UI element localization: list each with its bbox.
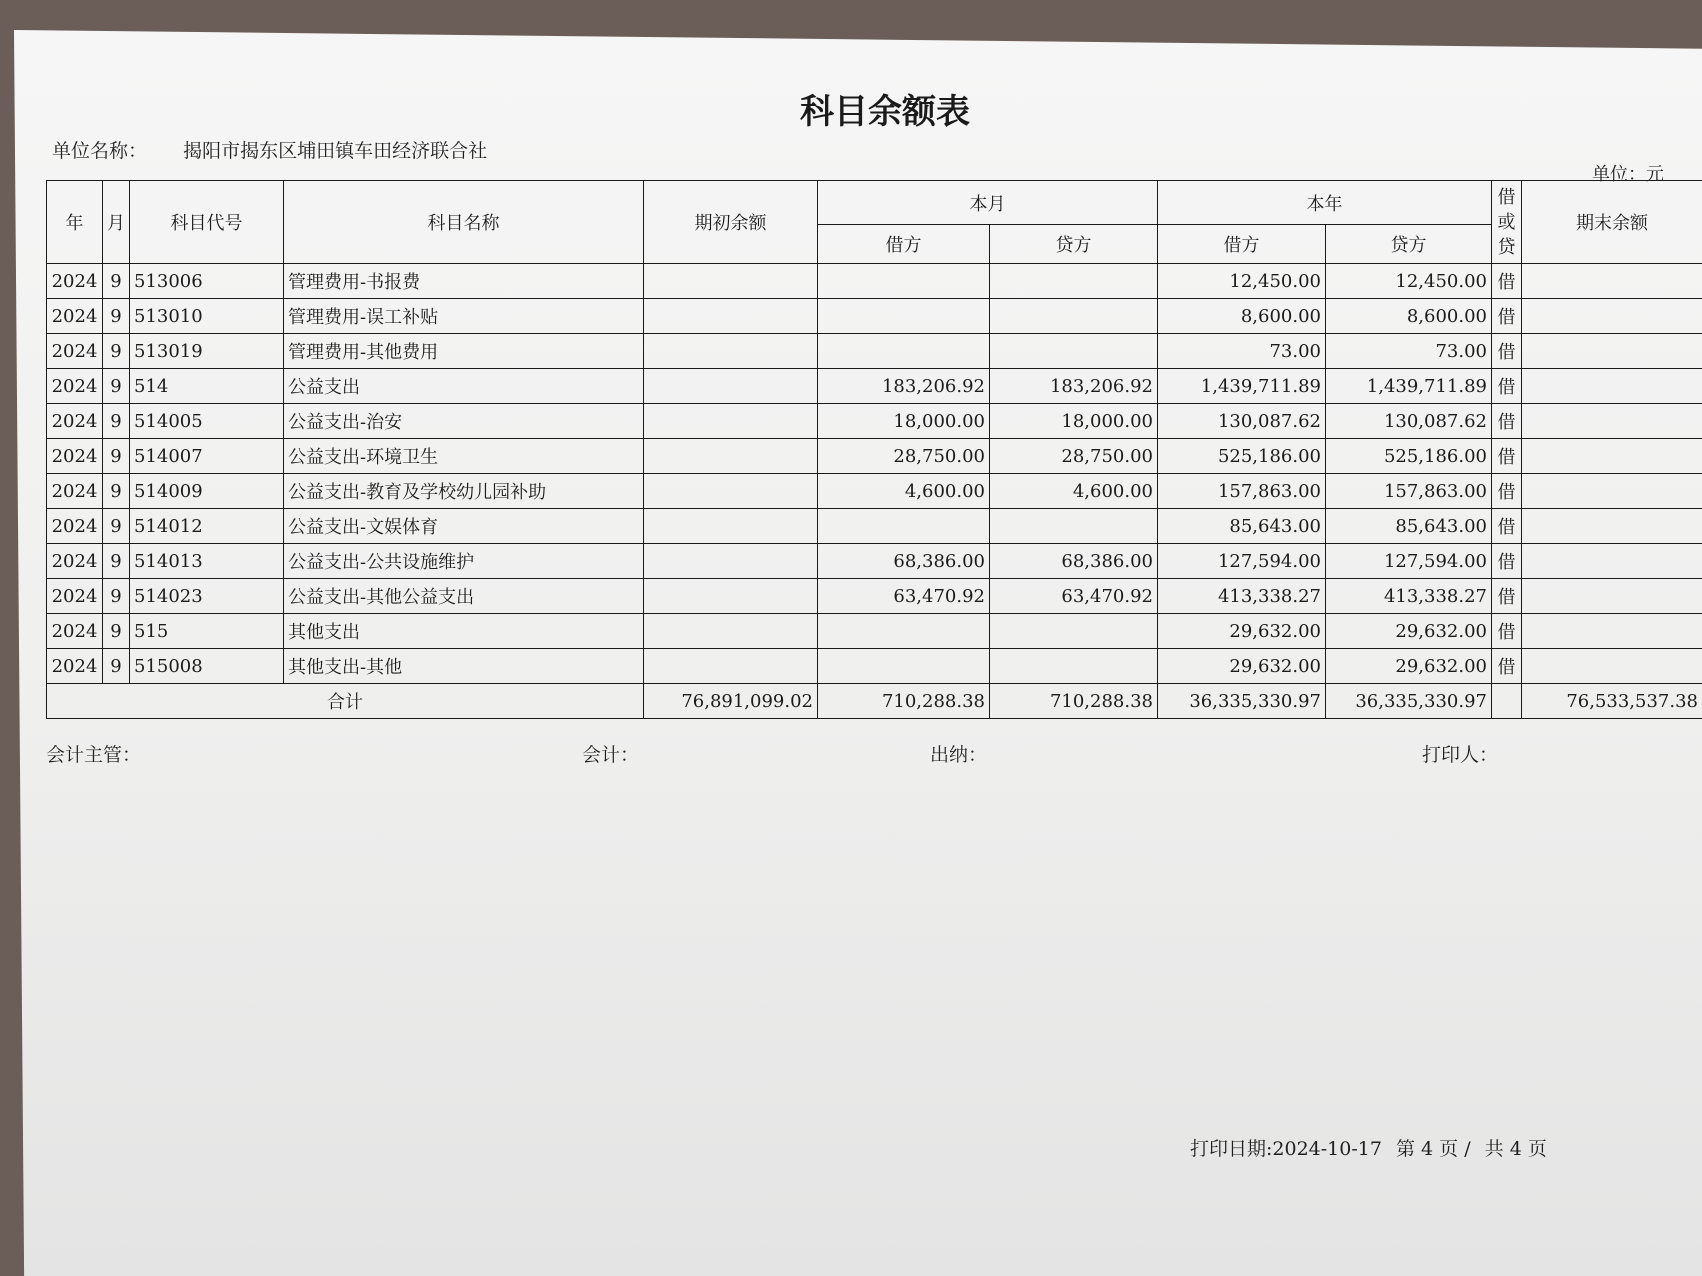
cell-month-debit xyxy=(818,264,990,299)
cell-month: 9 xyxy=(103,509,130,544)
cell-name: 公益支出 xyxy=(284,369,644,404)
cell-year-credit: 157,863.00 xyxy=(1326,474,1492,509)
cell-month: 9 xyxy=(103,614,130,649)
cell-year: 2024 xyxy=(47,649,103,684)
cell-year-debit: 29,632.00 xyxy=(1158,614,1326,649)
header-this-month: 本月 xyxy=(818,181,1158,225)
header-year: 年 xyxy=(47,181,103,264)
header-direction-1: 借 xyxy=(1497,186,1516,208)
header-code: 科目代号 xyxy=(130,181,284,264)
total-year-credit: 36,335,330.97 xyxy=(1326,684,1492,719)
cell-year-credit: 29,632.00 xyxy=(1326,614,1492,649)
cell-year: 2024 xyxy=(47,474,103,509)
cell-direction: 借 xyxy=(1492,369,1522,404)
cell-direction: 借 xyxy=(1492,544,1522,579)
cell-direction: 借 xyxy=(1492,509,1522,544)
header-month: 月 xyxy=(103,181,130,264)
cell-closing xyxy=(1522,264,1702,299)
cell-month-debit xyxy=(818,509,990,544)
unit-name-line xyxy=(52,136,487,163)
cell-month: 9 xyxy=(103,544,130,579)
cell-name: 管理费用-书报费 xyxy=(284,264,644,299)
cell-year-debit: 413,338.27 xyxy=(1158,579,1326,614)
cell-closing xyxy=(1522,404,1702,439)
cell-year-credit: 525,186.00 xyxy=(1326,439,1492,474)
cell-month-credit: 4,600.00 xyxy=(990,474,1158,509)
cell-closing xyxy=(1522,509,1702,544)
table-row xyxy=(47,649,1702,684)
table-row xyxy=(47,579,1702,614)
cell-opening xyxy=(644,299,818,334)
table-row xyxy=(47,474,1702,509)
cell-year-debit: 130,087.62 xyxy=(1158,404,1326,439)
cell-code: 514 xyxy=(130,369,284,404)
cell-month-credit xyxy=(990,264,1158,299)
cell-year-debit: 127,594.00 xyxy=(1158,544,1326,579)
cell-month-credit xyxy=(990,334,1158,369)
cell-year-credit: 29,632.00 xyxy=(1326,649,1492,684)
table-row xyxy=(47,439,1702,474)
cell-code: 513010 xyxy=(130,299,284,334)
unit-name-label: 单位名称： xyxy=(52,140,148,162)
unit-name-value: 揭阳市揭东区埔田镇车田经济联合社 xyxy=(183,140,488,162)
cell-year-debit: 1,439,711.89 xyxy=(1158,369,1326,404)
cell-year: 2024 xyxy=(47,439,103,474)
cell-code: 514013 xyxy=(130,544,284,579)
table-row xyxy=(47,369,1702,404)
cell-month: 9 xyxy=(103,579,130,614)
cell-year-credit: 8,600.00 xyxy=(1326,299,1492,334)
cell-opening xyxy=(644,404,818,439)
cell-month-credit xyxy=(990,299,1158,334)
cell-closing xyxy=(1522,474,1702,509)
cell-month-debit: 183,206.92 xyxy=(818,369,990,404)
cell-direction: 借 xyxy=(1492,264,1522,299)
cell-closing xyxy=(1522,579,1702,614)
cell-opening xyxy=(644,649,818,684)
cell-closing xyxy=(1522,369,1702,404)
header-year-debit: 借方 xyxy=(1158,225,1326,264)
cell-month: 9 xyxy=(103,439,130,474)
page-title: 科目余额表 xyxy=(800,92,970,132)
header-opening: 期初余额 xyxy=(644,181,818,264)
cell-code: 514012 xyxy=(130,509,284,544)
cell-month-credit: 28,750.00 xyxy=(990,439,1158,474)
cell-name: 公益支出-教育及学校幼儿园补助 xyxy=(284,474,644,509)
cell-year-credit: 73.00 xyxy=(1326,334,1492,369)
cell-month-debit xyxy=(818,649,990,684)
table-row xyxy=(47,299,1702,334)
cell-name: 公益支出-治安 xyxy=(284,404,644,439)
cell-year-debit: 73.00 xyxy=(1158,334,1326,369)
print-info xyxy=(1190,1134,1555,1161)
cell-name: 公益支出-公共设施维护 xyxy=(284,544,644,579)
cell-closing xyxy=(1522,544,1702,579)
cell-closing xyxy=(1522,614,1702,649)
cell-year-credit: 12,450.00 xyxy=(1326,264,1492,299)
header-month-credit: 贷方 xyxy=(990,225,1158,264)
cell-year: 2024 xyxy=(47,334,103,369)
table-row xyxy=(47,334,1702,369)
cell-code: 513006 xyxy=(130,264,284,299)
cell-month: 9 xyxy=(103,369,130,404)
total-opening: 76,891,099.02 xyxy=(644,684,818,719)
cell-month: 9 xyxy=(103,404,130,439)
cashier-label: 出纳： xyxy=(930,744,988,766)
cell-month-credit xyxy=(990,509,1158,544)
cell-month-debit xyxy=(818,614,990,649)
cell-month-credit xyxy=(990,614,1158,649)
table-row xyxy=(47,544,1702,579)
cell-year: 2024 xyxy=(47,579,103,614)
cell-year-credit: 127,594.00 xyxy=(1326,544,1492,579)
supervisor-label: 会计主管： xyxy=(46,744,142,766)
cell-code: 515008 xyxy=(130,649,284,684)
total-closing: 76,533,537.38 xyxy=(1522,684,1702,719)
table-row xyxy=(47,404,1702,439)
cell-code: 514023 xyxy=(130,579,284,614)
cell-code: 513019 xyxy=(130,334,284,369)
header-direction xyxy=(1492,181,1522,264)
cell-year: 2024 xyxy=(47,264,103,299)
cell-direction: 借 xyxy=(1492,404,1522,439)
cell-name: 管理费用-误工补贴 xyxy=(284,299,644,334)
printer-label: 打印人： xyxy=(1422,744,1499,766)
currency-unit: 单位：元 xyxy=(1592,164,1664,185)
cell-name: 公益支出-其他公益支出 xyxy=(284,579,644,614)
total-label: 合计 xyxy=(47,684,644,719)
total-month-debit: 710,288.38 xyxy=(818,684,990,719)
cell-direction: 借 xyxy=(1492,299,1522,334)
cell-month-credit: 18,000.00 xyxy=(990,404,1158,439)
header-direction-2: 或 xyxy=(1497,211,1516,233)
total-row xyxy=(47,684,1702,719)
accountant-label: 会计： xyxy=(582,744,640,766)
cell-year-credit: 85,643.00 xyxy=(1326,509,1492,544)
cell-month-credit: 68,386.00 xyxy=(990,544,1158,579)
cell-name: 公益支出-环境卫生 xyxy=(284,439,644,474)
total-month-credit: 710,288.38 xyxy=(990,684,1158,719)
cell-code: 514007 xyxy=(130,439,284,474)
cell-name: 其他支出 xyxy=(284,614,644,649)
cell-opening xyxy=(644,614,818,649)
header-name: 科目名称 xyxy=(284,181,644,264)
cell-direction: 借 xyxy=(1492,334,1522,369)
cell-year-debit: 85,643.00 xyxy=(1158,509,1326,544)
page-number: 第 4 页 / xyxy=(1396,1138,1471,1160)
cell-year-debit: 12,450.00 xyxy=(1158,264,1326,299)
cell-opening xyxy=(644,509,818,544)
total-pages: 共 4 页 xyxy=(1484,1138,1547,1160)
cell-opening xyxy=(644,544,818,579)
header-closing: 期末余额 xyxy=(1522,181,1702,264)
print-date: 打印日期:2024-10-17 xyxy=(1190,1138,1382,1160)
total-direction xyxy=(1492,684,1522,719)
cell-name: 管理费用-其他费用 xyxy=(284,334,644,369)
cell-opening xyxy=(644,264,818,299)
cell-direction: 借 xyxy=(1492,614,1522,649)
cell-closing xyxy=(1522,439,1702,474)
cell-opening xyxy=(644,579,818,614)
cell-year: 2024 xyxy=(47,369,103,404)
cell-opening xyxy=(644,369,818,404)
cell-month-debit xyxy=(818,334,990,369)
cell-month: 9 xyxy=(103,649,130,684)
cell-code: 514005 xyxy=(130,404,284,439)
cell-month-debit: 18,000.00 xyxy=(818,404,990,439)
cell-year: 2024 xyxy=(47,544,103,579)
header-this-year: 本年 xyxy=(1158,181,1492,225)
cell-name: 公益支出-文娱体育 xyxy=(284,509,644,544)
cell-year: 2024 xyxy=(47,509,103,544)
cell-month-credit: 183,206.92 xyxy=(990,369,1158,404)
table-row xyxy=(47,614,1702,649)
cell-year: 2024 xyxy=(47,614,103,649)
cell-direction: 借 xyxy=(1492,649,1522,684)
cell-month: 9 xyxy=(103,474,130,509)
cell-year-credit: 413,338.27 xyxy=(1326,579,1492,614)
cell-year-credit: 130,087.62 xyxy=(1326,404,1492,439)
cell-year-debit: 8,600.00 xyxy=(1158,299,1326,334)
cell-code: 514009 xyxy=(130,474,284,509)
cell-month-debit: 28,750.00 xyxy=(818,439,990,474)
header-year-credit: 贷方 xyxy=(1326,225,1492,264)
cell-year: 2024 xyxy=(47,404,103,439)
cell-month: 9 xyxy=(103,264,130,299)
header-month-debit: 借方 xyxy=(818,225,990,264)
cell-closing xyxy=(1522,334,1702,369)
table-row xyxy=(47,264,1702,299)
cell-direction: 借 xyxy=(1492,474,1522,509)
cell-month: 9 xyxy=(103,334,130,369)
cell-month-debit: 4,600.00 xyxy=(818,474,990,509)
cell-name: 其他支出-其他 xyxy=(284,649,644,684)
cell-year: 2024 xyxy=(47,299,103,334)
header-direction-3: 贷 xyxy=(1497,236,1516,258)
cell-opening xyxy=(644,334,818,369)
cell-month-debit: 68,386.00 xyxy=(818,544,990,579)
cell-code: 515 xyxy=(130,614,284,649)
cell-month-credit xyxy=(990,649,1158,684)
cell-opening xyxy=(644,474,818,509)
cell-year-debit: 29,632.00 xyxy=(1158,649,1326,684)
cell-closing xyxy=(1522,649,1702,684)
cell-month-credit: 63,470.92 xyxy=(990,579,1158,614)
cell-year-debit: 525,186.00 xyxy=(1158,439,1326,474)
cell-closing xyxy=(1522,299,1702,334)
cell-month: 9 xyxy=(103,299,130,334)
balance-table xyxy=(46,180,1702,719)
table-row xyxy=(47,509,1702,544)
total-year-debit: 36,335,330.97 xyxy=(1158,684,1326,719)
cell-direction: 借 xyxy=(1492,439,1522,474)
cell-direction: 借 xyxy=(1492,579,1522,614)
cell-opening xyxy=(644,439,818,474)
cell-year-debit: 157,863.00 xyxy=(1158,474,1326,509)
cell-month-debit xyxy=(818,299,990,334)
cell-year-credit: 1,439,711.89 xyxy=(1326,369,1492,404)
cell-month-debit: 63,470.92 xyxy=(818,579,990,614)
